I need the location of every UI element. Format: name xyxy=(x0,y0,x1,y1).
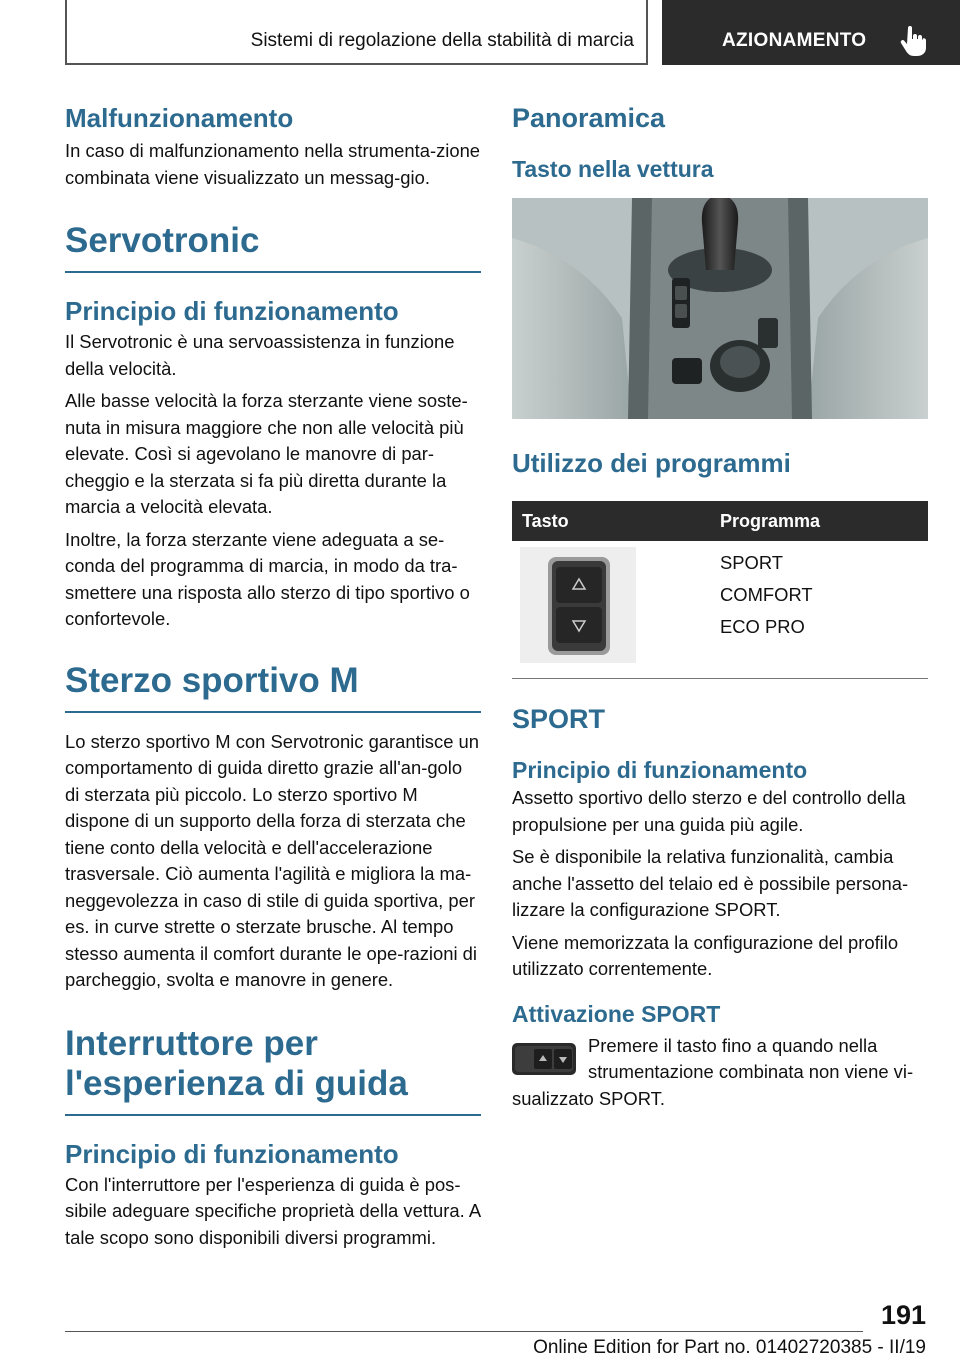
center-console-photo xyxy=(512,198,928,419)
driving-experience-switch-heading: Interruttore per l'esperienza di guida xyxy=(65,1024,481,1116)
table-header-program: Programma xyxy=(710,501,928,541)
chapter-label: AZIONAMENTO xyxy=(722,30,867,51)
sport-paragraph-2: Se è disponibile la relativa funzionalità, cambia anche l'assetto del telaio ed è possibile persona-lizzare la configurazione SPORT. xyxy=(512,846,909,920)
program-eco-pro: ECO PRO xyxy=(720,616,805,637)
sport-principle-heading: Principio di funzionamento xyxy=(512,757,808,783)
program-comfort: COMFORT xyxy=(720,584,813,605)
hand-pointer-icon xyxy=(900,26,926,56)
activation-block xyxy=(512,1033,928,1113)
sport-heading: SPORT xyxy=(512,704,606,734)
malfunction-heading: Malfunzionamento xyxy=(65,103,294,133)
servotronic-paragraph-1: Il Servotronic è una servoassistenza in funzione della velocità. xyxy=(65,331,455,379)
activation-text: Premere il tasto fino a quando nella strumentazione combinata non viene vi-sualizzato SPORT. xyxy=(512,1034,914,1109)
switch-text: Con l'interruttore per l'esperienza di guida è pos-sibile adeguare specifiche proprietà della vettura. A tale scopo sono disponibili diversi programmi. xyxy=(65,1173,481,1248)
edition-text: Online Edition for Part no. 01402720385 - II/19 xyxy=(533,1337,926,1358)
footer-divider xyxy=(65,1331,863,1332)
sport-paragraph-1: Assetto sportivo dello sterzo e del controllo della propulsione per una guida più agile. xyxy=(512,787,906,835)
overview-heading: Panoramica xyxy=(512,103,666,133)
programs-heading: Utilizzo dei programmi xyxy=(512,448,791,478)
sport-steering-text: Lo sterzo sportivo M con Servotronic garantisce un comportamento di guida diretto grazie all'an-golo di sterzata più piccolo. Lo sterzo sportivo M dispone di un supporto della forza di sterzata che tiene conto della velocità e dell'accelerazione trasversale. Ciò aumenta l'agilità e migliora la ma-neggevolezza in caso di stile di guida sportiva, per es. in curve strette o sterzate brusche. Al tempo stesso aumenta il comfort durante le ope-razioni di parcheggio, svolta e manovre in genere. xyxy=(65,730,479,990)
sport-paragraph-3: Viene memorizzata la configurazione del profilo utilizzato correntemente. xyxy=(512,931,899,979)
switch-principle-heading: Principio di funzionamento xyxy=(65,1138,399,1169)
page-number: 191 xyxy=(880,1300,926,1330)
program-sport: SPORT xyxy=(720,552,784,573)
programs-table xyxy=(512,501,928,679)
left-column xyxy=(65,100,481,1257)
sport-switch-icon xyxy=(512,1041,576,1077)
header-section-box xyxy=(65,0,648,65)
table-header-button: Tasto xyxy=(512,501,710,541)
driving-experience-switch-icon xyxy=(520,547,636,663)
chapter-tab[interactable] xyxy=(662,0,960,65)
malfunction-text: In caso di malfunzionamento nella strumenta-zione combinata viene visualizzato un messag-gio. xyxy=(65,140,481,188)
activation-heading: Attivazione SPORT xyxy=(512,1000,721,1027)
table-row xyxy=(512,541,928,679)
center-console-illustration xyxy=(512,198,928,419)
servotronic-principle-heading: Principio di funzionamento xyxy=(65,296,399,326)
button-in-car-heading: Tasto nella vettura xyxy=(512,156,714,182)
right-column xyxy=(512,100,928,1118)
sport-steering-heading: Sterzo sportivo M xyxy=(65,661,481,713)
servotronic-paragraph-3: Inoltre, la forza sterzante viene adeguata a se-conda del programma di marcia, in modo da tra-smettere una risposta allo sterzo di tipo sportivo o confortevole. xyxy=(65,528,470,629)
servotronic-paragraph-2: Alle basse velocità la forza sterzante viene soste-nuta in misura maggiore che non alle velocità più elevate. Così si agevolano le manovre di par-cheggio e la sterzata si fa più diretta durante la marcia a velocità elevata. xyxy=(65,390,468,517)
section-title: Sistemi di regolazione della stabilità di marcia xyxy=(250,30,634,51)
servotronic-heading: Servotronic xyxy=(65,221,481,273)
